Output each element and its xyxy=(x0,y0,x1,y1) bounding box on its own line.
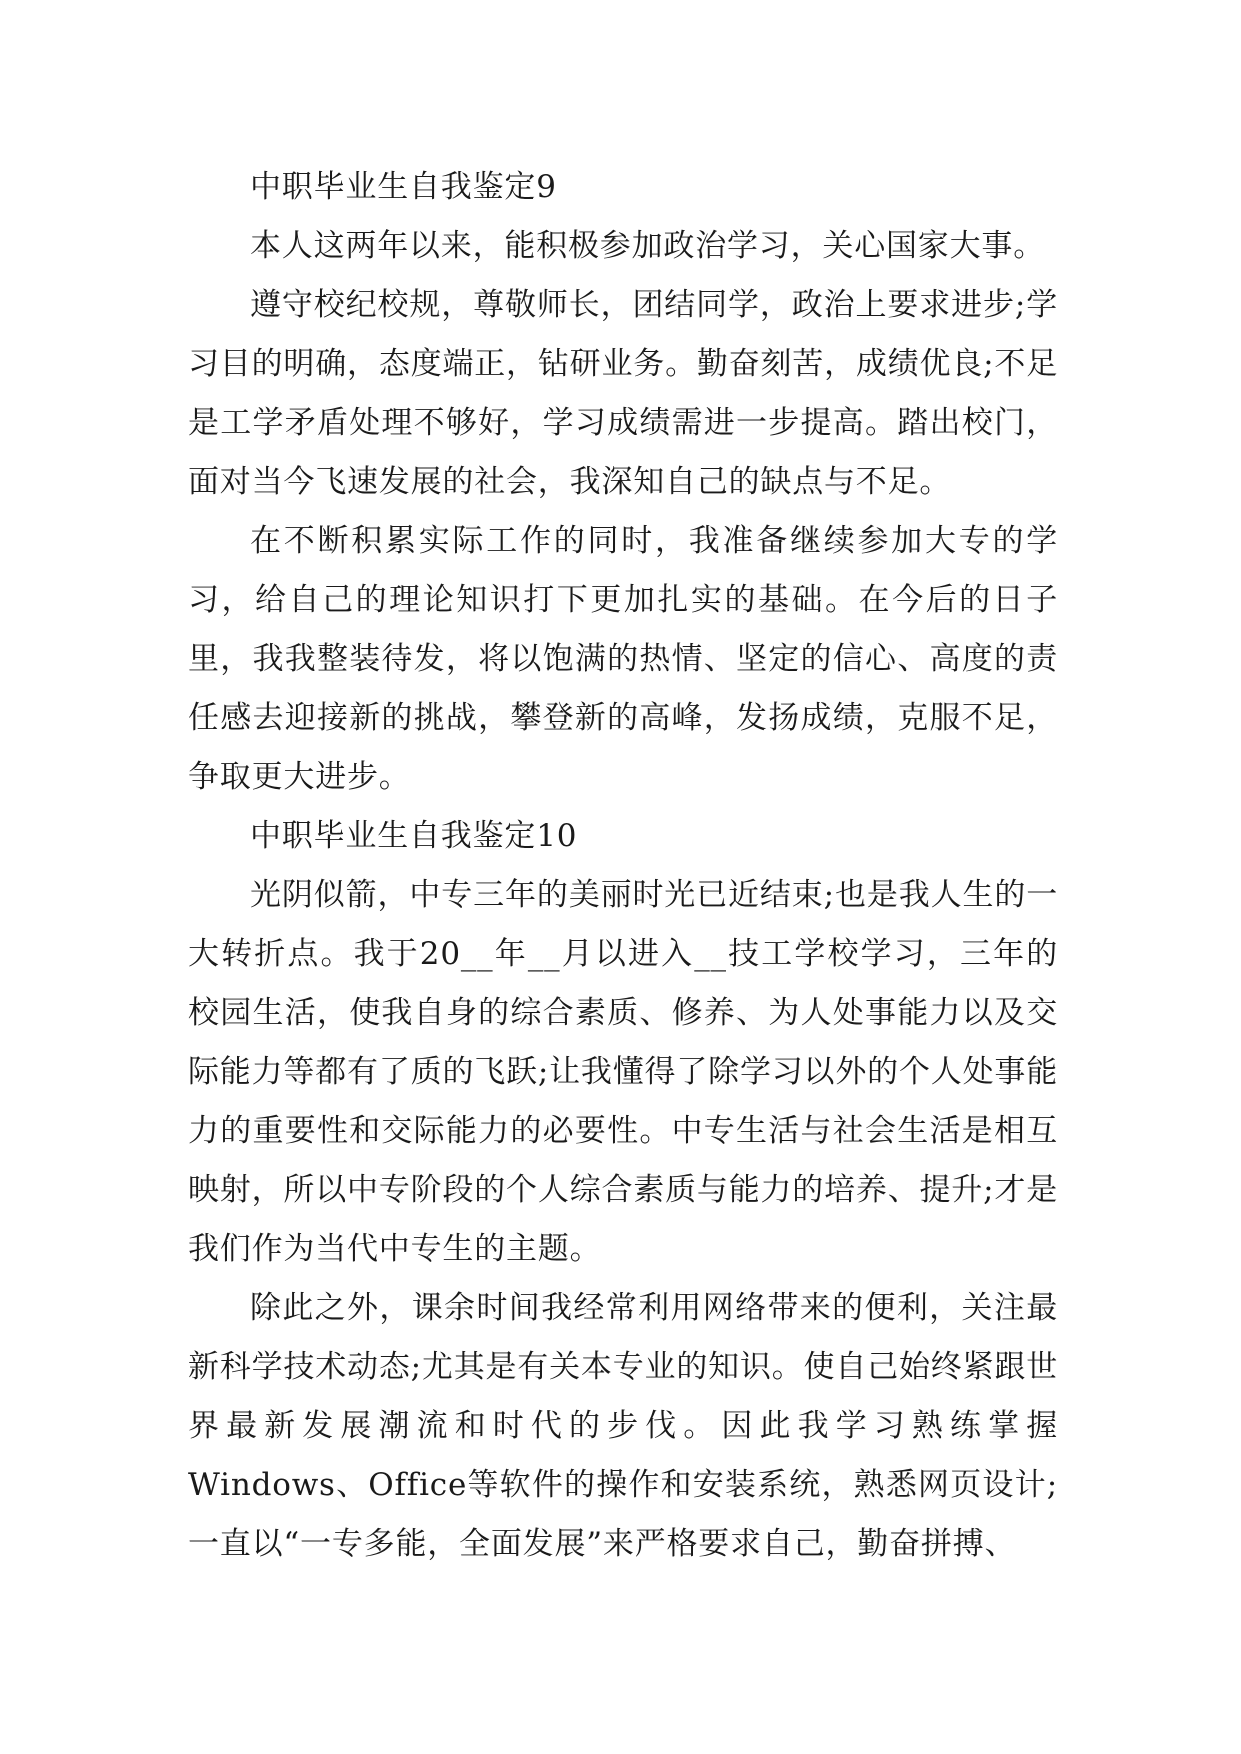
section-heading: 中职毕业生自我鉴定10 xyxy=(250,818,578,854)
paragraph: 遵守校纪校规，尊敬师长，团结同学，政治上要求进步;学习目的明确，态度端正，钻研业务。勤奋刻苦，成绩优良;不足是工学矛盾处理不够好，学习成绩需进一步提高。踏出校门，面对当今飞速发展的社会，我深知自己的缺点与不足。 xyxy=(188,287,1058,500)
paragraph: 本人这两年以来，能积极参加政治学习，关心国家大事。 xyxy=(250,228,1045,264)
paragraph: 在不断积累实际工作的同时，我准备继续参加大专的学习，给自己的理论知识打下更加扎实的基础。在今后的日子里，我我整装待发，将以饱满的热情、坚定的信心、高度的责任感去迎接新的挑战，攀登新的高峰，发扬成绩，克服不足，争取更大进步。 xyxy=(188,523,1058,795)
section-heading: 中职毕业生自我鉴定9 xyxy=(250,169,557,205)
paragraph: 除此之外，课余时间我经常利用网络带来的便利，关注最新科学技术动态;尤其是有关本专业的知识。使自己始终紧跟世界最新发展潮流和时代的步伐。因此我学习熟练掌握Windows、Office等软件的操作和安装系统，熟悉网页设计;一直以“一专多能，全面发展”来严格要求自己，勤奋拼搏、 xyxy=(188,1290,1058,1562)
document-body xyxy=(188,158,1058,1574)
paragraph: 光阴似箭，中专三年的美丽时光已近结束;也是我人生的一大转折点。我于20__年__月以进入__技工学校学习，三年的校园生活，使我自身的综合素质、修养、为人处事能力以及交际能力等都有了质的飞跃;让我懂得了除学习以外的个人处事能力的重要性和交际能力的必要性。中专生活与社会生活是相互映射，所以中专阶段的个人综合素质与能力的培养、提升;才是我们作为当代中专生的主题。 xyxy=(188,877,1058,1267)
